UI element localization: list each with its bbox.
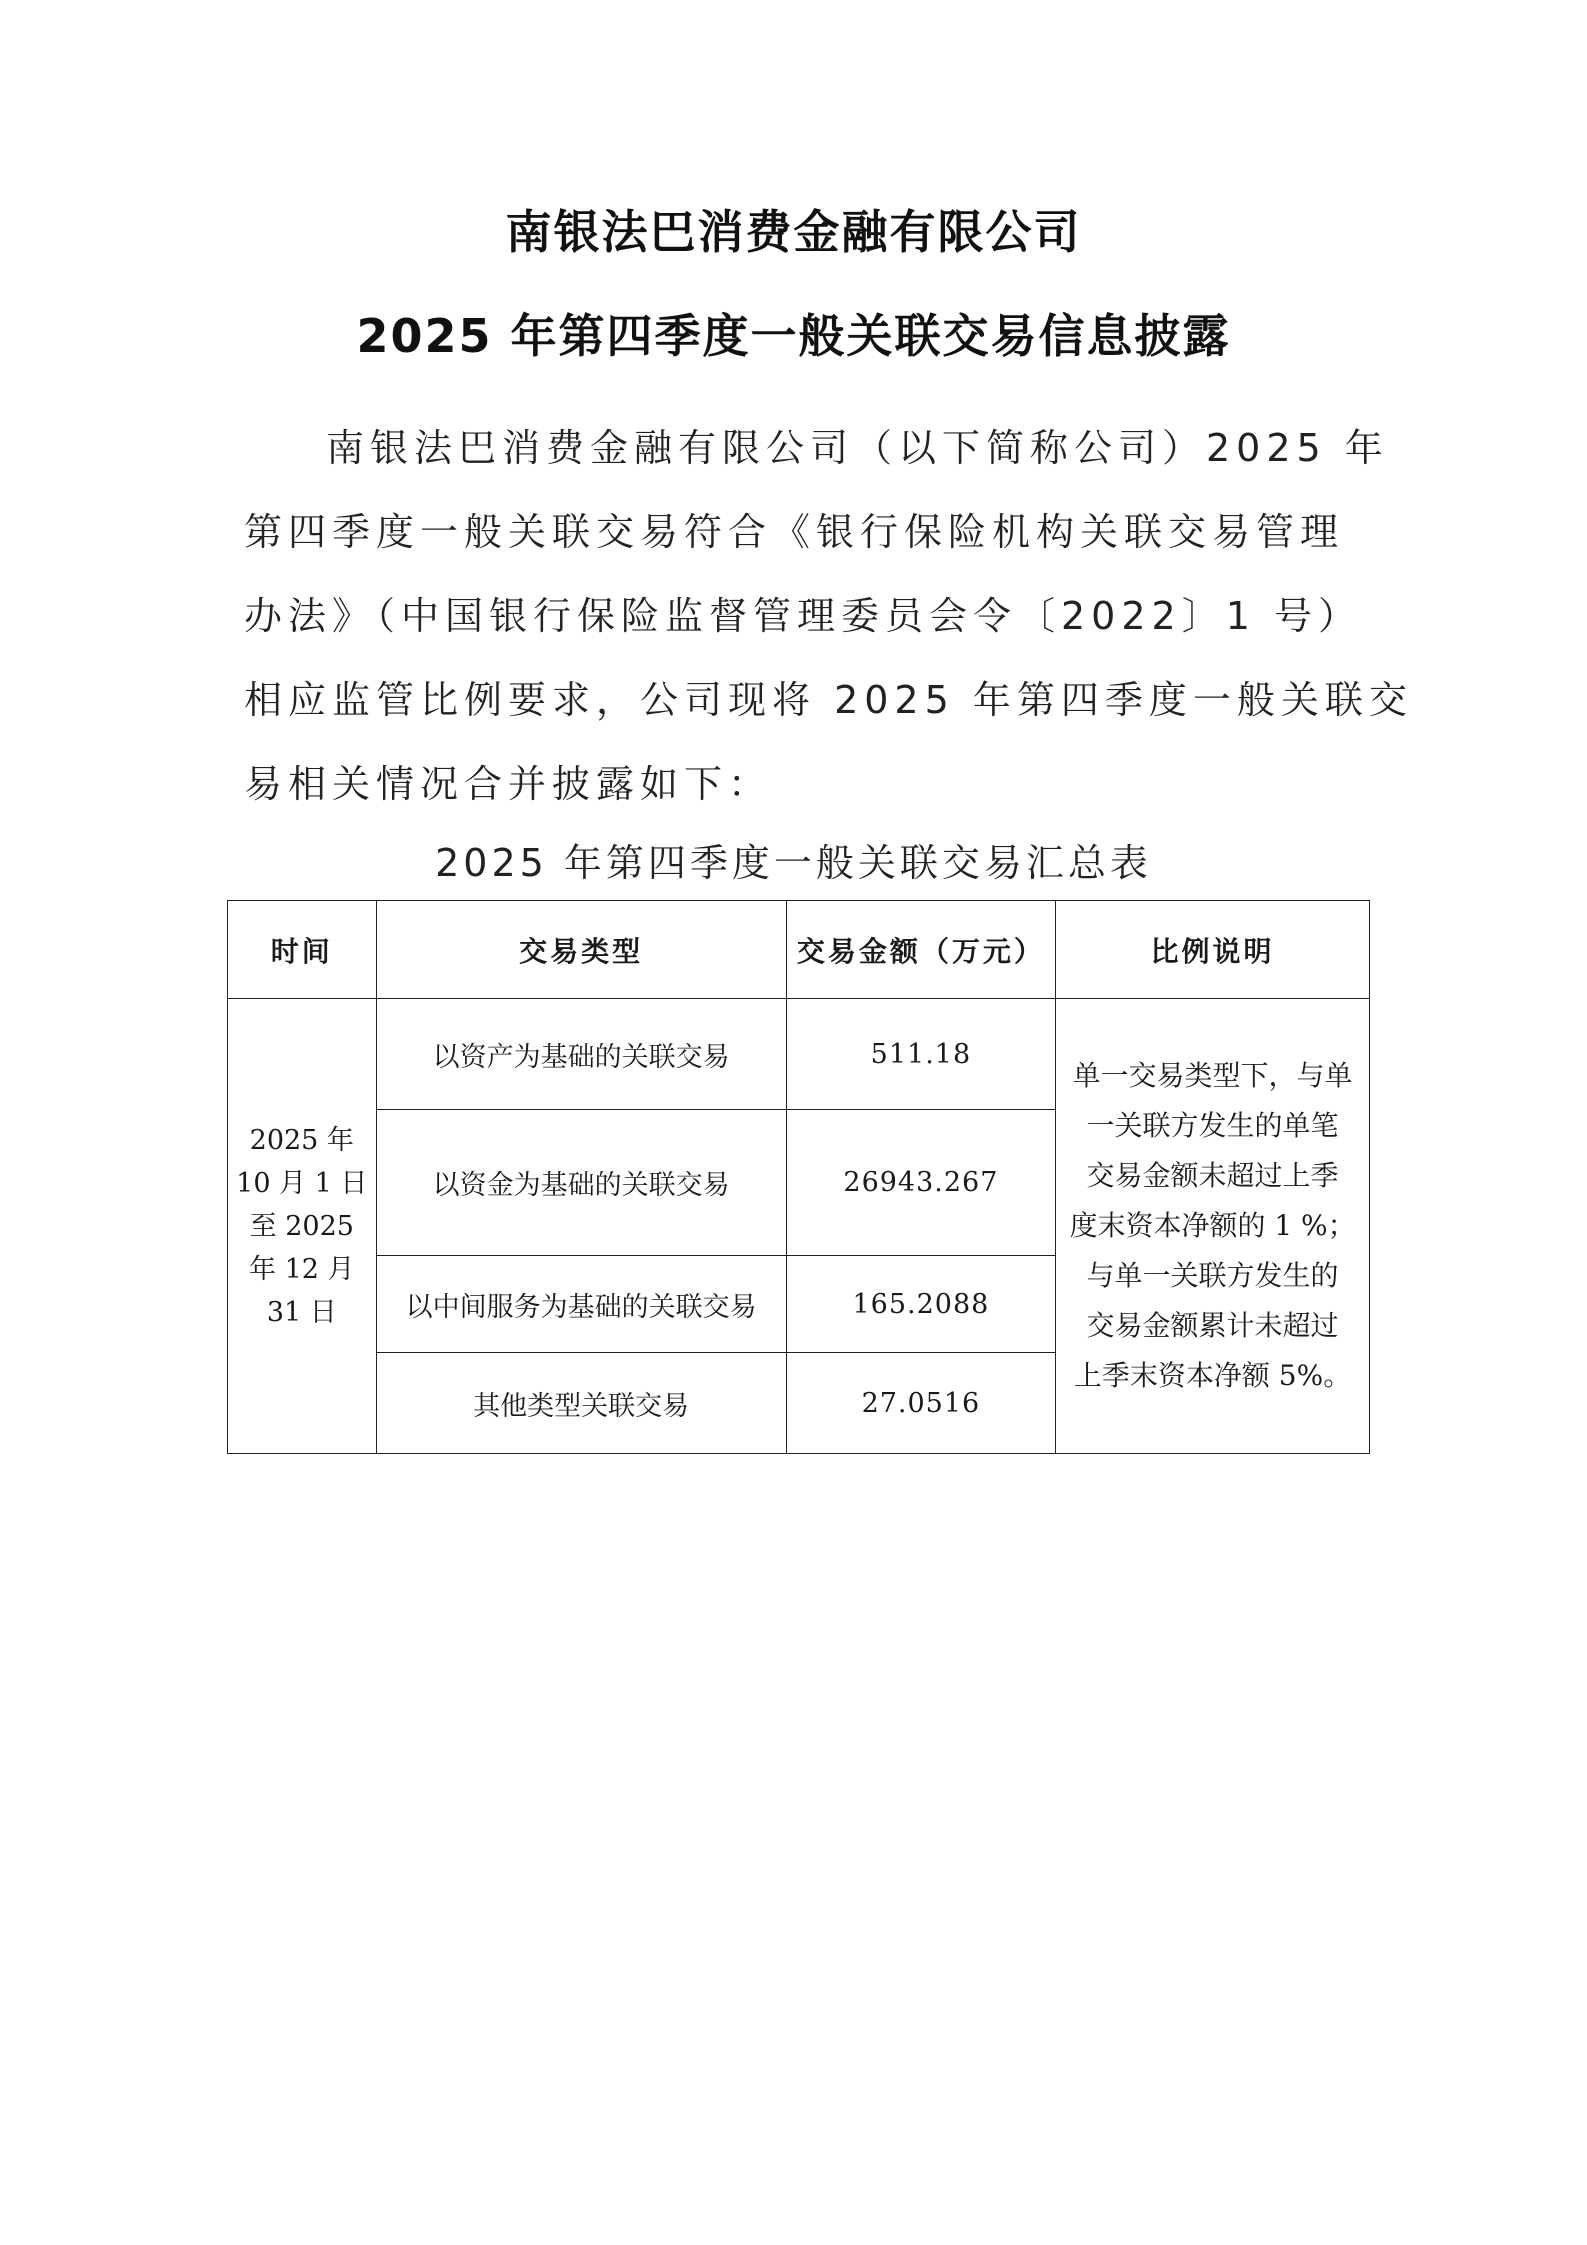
transaction-amount-cell: 26943.267 [786, 1110, 1055, 1256]
time-line: 2025 年 [249, 1124, 354, 1156]
time-line: 10 月 1 日 [236, 1167, 368, 1199]
related-transactions-table [227, 900, 1370, 1454]
transaction-type-cell: 以资产为基础的关联交易 [376, 999, 786, 1110]
transaction-type-cell: 以资金为基础的关联交易 [376, 1110, 786, 1256]
header-transaction-type: 交易类型 [376, 901, 786, 999]
paragraph-line: 办法》（中国银行保险监督管理委员会令〔2022〕1 号） [244, 594, 1362, 638]
document-title-company: 南银法巴消费金融有限公司 [505, 205, 1082, 259]
note-line: 与单一关联方发生的 [1086, 1259, 1339, 1292]
paragraph-line: 相应监管比例要求，公司现将 2025 年第四季度一般关联交 [244, 678, 1413, 722]
time-line: 至 2025 [249, 1210, 354, 1242]
table-header-row [228, 901, 1370, 999]
transaction-type-cell: 其他类型关联交易 [376, 1353, 786, 1454]
note-line: 单一交易类型下，与单 [1072, 1059, 1353, 1092]
note-line: 度末资本净额的 1 %； [1069, 1209, 1356, 1242]
intro-paragraph [244, 406, 1413, 826]
table-row [228, 999, 1370, 1110]
time-line: 31 日 [266, 1296, 337, 1328]
paragraph-line: 第四季度一般关联交易符合《银行保险机构关联交易管理 [244, 510, 1345, 554]
transaction-amount-cell: 27.0516 [786, 1353, 1055, 1454]
time-line: 年 12 月 [249, 1253, 355, 1285]
table-caption: 2025 年第四季度一般关联交易汇总表 [435, 841, 1152, 885]
paragraph-line: 南银法巴消费金融有限公司（以下简称公司）2025 年 [326, 426, 1389, 470]
header-time: 时间 [228, 901, 377, 999]
header-ratio-note: 比例说明 [1056, 901, 1370, 999]
transaction-amount-cell: 511.18 [786, 999, 1055, 1110]
time-period-cell [228, 999, 377, 1454]
document-title-subject: 2025 年第四季度一般关联交易信息披露 [356, 309, 1231, 363]
header-amount: 交易金额（万元） [786, 901, 1055, 999]
note-line: 交易金额累计未超过 [1086, 1309, 1339, 1342]
paragraph-line: 易相关情况合并披露如下： [244, 762, 773, 806]
note-line: 一关联方发生的单笔 [1086, 1109, 1339, 1142]
ratio-note-cell [1056, 999, 1370, 1454]
note-line: 上季末资本净额 5%。 [1073, 1359, 1352, 1392]
note-line: 交易金额未超过上季 [1086, 1159, 1339, 1192]
transaction-amount-cell: 165.2088 [786, 1256, 1055, 1353]
transaction-type-cell: 以中间服务为基础的关联交易 [376, 1256, 786, 1353]
